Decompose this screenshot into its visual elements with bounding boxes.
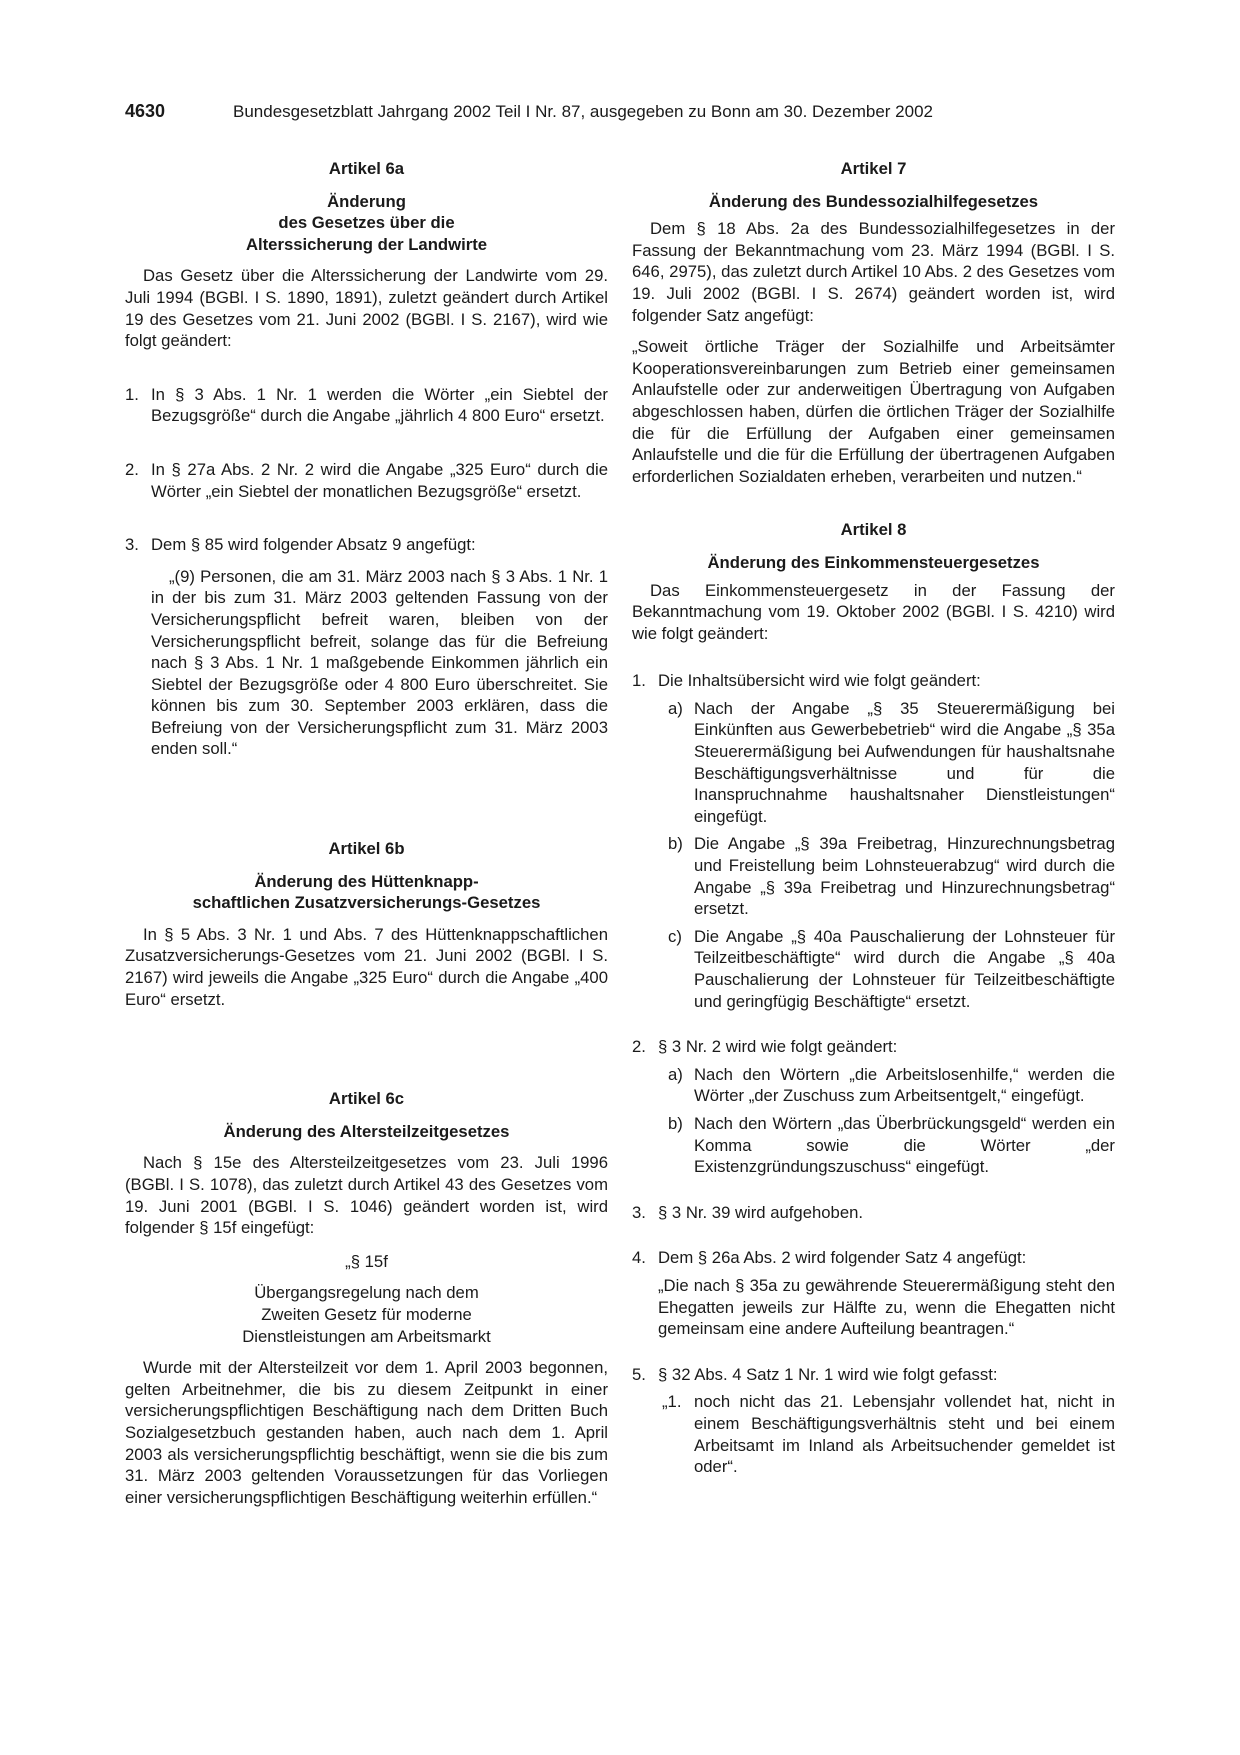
left-column — [125, 158, 608, 1508]
item-number: 2. — [632, 1037, 646, 1057]
section-number: „§ 15f — [345, 1251, 388, 1271]
sub-item-text: Die Angabe „§ 39a Freibetrag, Hinzurechnungsbetrag und Freistellung beim Lohnsteuerabzug“ wird durch die Angabe „§ 39a Freibetrag und Hinzurechnungsbetrag“ ersetzt. — [694, 834, 1115, 919]
quoted-paragraph: „Die nach § 35a zu gewährende Steuerermäßigung steht den Ehegatten jeweils zur Hälfte zu, wenn die Ehegatten nicht gemeinsam eine andere Aufteilung beantragen.“ — [658, 1275, 1115, 1339]
subheading-line: Änderung des Hüttenknapp- — [254, 871, 479, 891]
sub-item-text: Nach den Wörtern „das Überbrückungsgeld“ werden ein Komma sowie die Wörter „der Existenzgründungszuschuss“ eingefügt. — [694, 1113, 1115, 1177]
item-text: § 3 Nr. 2 wird wie folgt geändert: — [658, 1037, 898, 1057]
item-number: 3. — [125, 535, 139, 555]
paragraph: Das Gesetz über die Alterssicherung der Landwirte vom 29. Juli 1994 (BGBl. I S. 1890, 1891), zuletzt geändert durch Artikel 19 des Gesetzes vom 21. Juni 2002 (BGBl. I S. 2167), wird wie folgt geändert: — [125, 266, 608, 351]
item-number: 1. — [125, 384, 139, 404]
right-column — [632, 158, 1115, 1478]
article-heading: Artikel 6b — [328, 839, 405, 859]
gazette-title: Bundesgesetzblatt Jahrgang 2002 Teil I Nr. 87, ausgegeben zu Bonn am 30. Dezember 2002 — [233, 102, 933, 121]
sub-item-number: „1. — [662, 1392, 682, 1412]
item-text: Die Inhaltsübersicht wird wie folgt geändert: — [658, 671, 981, 691]
article-subheading — [125, 871, 608, 914]
item-number: 4. — [632, 1248, 646, 1268]
list-item — [125, 384, 608, 427]
sub-item-letter: a) — [668, 698, 683, 718]
list-item — [125, 534, 608, 556]
page-header — [125, 100, 1115, 123]
subheading-line: schaftlichen Zusatzversicherungs-Gesetzes — [192, 893, 541, 913]
sub-item-text: noch nicht das 21. Lebensjahr vollendet hat, nicht in einem Beschäftigungsverhältnis steht und bei einem Arbeitsamt im Inland als Arbeitsuchender gemeldet ist oder“. — [694, 1392, 1115, 1477]
article-subheading: Änderung des Einkommensteuergesetzes — [707, 552, 1040, 572]
sub-list-item — [632, 1113, 1115, 1178]
article-subheading: Änderung des Bundessozialhilfegesetzes — [708, 191, 1039, 211]
paragraph: In § 5 Abs. 3 Nr. 1 und Abs. 7 des Hüttenknappschaftlichen Zusatzversicherungs-Gesetzes vom 21. Juni 2002 (BGBl. I S. 2167) wird jeweils die Angabe „325 Euro“ durch die Angabe „400 Euro“ ersetzt. — [125, 924, 608, 1009]
subheading-line: Änderung — [327, 191, 406, 211]
subheading-line: Alterssicherung der Landwirte — [245, 234, 488, 254]
sub-item-letter: a) — [668, 1064, 683, 1084]
article-heading: Artikel 6c — [328, 1089, 405, 1109]
article-heading: Artikel 6a — [328, 159, 405, 178]
item-text: § 32 Abs. 4 Satz 1 Nr. 1 wird wie folgt gefasst: — [658, 1364, 998, 1384]
section-title-line: Übergangsregelung nach dem — [254, 1283, 479, 1303]
sub-list-item — [632, 1064, 1115, 1107]
paragraph: Nach § 15e des Altersteilzeitgesetzes vom 23. Juli 1996 (BGBl. I S. 1078), das zuletzt durch Artikel 43 des Gesetzes vom 19. Juni 2001 (BGBl. I S. 1046) geändert worden ist, wird folgender § 15f eingefügt: — [125, 1153, 608, 1238]
subheading-line: des Gesetzes über die — [278, 213, 455, 233]
list-item — [632, 670, 1115, 692]
item-number: 1. — [632, 671, 646, 691]
section-title — [125, 1282, 608, 1347]
sub-list-item — [632, 698, 1115, 828]
sub-list-item — [632, 926, 1115, 1012]
article-subheading: Änderung des Altersteilzeitgesetzes — [223, 1121, 510, 1141]
section-title-line: Zweiten Gesetz für moderne — [261, 1304, 472, 1324]
list-item — [125, 459, 608, 502]
sub-item-letter: b) — [668, 1113, 683, 1133]
sub-item-letter: c) — [668, 926, 682, 946]
section-title-line: Dienstleistungen am Arbeitsmarkt — [242, 1326, 491, 1346]
item-number: 3. — [632, 1202, 646, 1222]
sub-item-text: Nach der Angabe „§ 35 Steuerermäßigung bei Einkünften aus Gewerbebetrieb“ wird die Angabe „§ 35a Steuerermäßigung bei Aufwendungen für haushaltsnahe Beschäftigungsverhältnisse und für die Inanspruchnahme haushaltsnaher Dienstleistungen“ eingefügt. — [694, 698, 1115, 826]
article-subheading — [125, 191, 608, 256]
article-heading: Artikel 8 — [840, 520, 907, 540]
item-text: § 3 Nr. 39 wird aufgehoben. — [658, 1202, 864, 1222]
item-text: In § 27a Abs. 2 Nr. 2 wird die Angabe „325 Euro“ durch die Wörter „ein Siebtel der monatlichen Bezugsgröße“ ersetzt. — [151, 459, 608, 501]
item-text: Dem § 85 wird folgender Absatz 9 angefügt: — [151, 535, 476, 555]
list-item — [632, 1202, 1115, 1224]
sub-item-text: Die Angabe „§ 40a Pauschalierung der Lohnsteuer für Teilzeitbeschäftigte“ wird durch die Angabe „§ 40a Pauschalierung der Lohnsteuer für Teilzeitbeschäftigte und geringfügig Beschäftigte“ ersetzt. — [694, 926, 1115, 1011]
paragraph: Das Einkommensteuergesetz in der Fassung der Bekanntmachung vom 19. Oktober 2002 (BGBl. I S. 4210) wird wie folgt geändert: — [632, 580, 1115, 643]
sub-list-item — [632, 833, 1115, 919]
paragraph: Wurde mit der Altersteilzeit vor dem 1. April 2003 begonnen, gelten Arbeitnehmer, die bis zu diesem Zeitpunkt in einer versicherungspflichtigen Beschäftigung nach dem Dritten Buch Sozialgesetzbuch gestanden haben, auch nach dem 1. April 2003 als versicherungspflichtig beschäftigt, wenn sie die bis zum 31. März 2003 geltenden Voraussetzungen für das Vorliegen einer versicherungspflichtigen Beschäftigung weiterhin erfüllen.“ — [125, 1358, 608, 1507]
list-item — [632, 1364, 1115, 1386]
sub-list-item — [632, 1391, 1115, 1477]
article-heading: Artikel 7 — [840, 159, 907, 178]
quoted-paragraph: „Soweit örtliche Träger der Sozialhilfe und Arbeitsämter Kooperationsvereinbarungen zum Betrieb einer gemeinsamen Anlaufstelle oder zur anderweitigen Übertragung von Aufgaben abgeschlossen haben, dürfen die örtlichen Träger der Sozialhilfe die für die Erfüllung der Aufgaben einer gemeinsamen Anlaufstelle und die für die Erfüllung der übertragenen Aufgaben erforderlichen Sozialdaten erheben, verarbeiten und nutzen.“ — [632, 337, 1115, 486]
page-number: 4630 — [125, 101, 166, 121]
sub-item-text: Nach den Wörtern „die Arbeitslosenhilfe,“ werden die Wörter „der Zuschuss zum Arbeitsentgelt,“ eingefügt. — [694, 1064, 1115, 1106]
sub-item-letter: b) — [668, 834, 683, 854]
quoted-paragraph: „(9) Personen, die am 31. März 2003 nach § 3 Abs. 1 Nr. 1 in der bis zum 31. März 2003 geltenden Fassung von der Versicherungspflicht befreit waren, bleiben von der Versicherungspflicht befreit, solange das für die Befreiung nach § 3 Abs. 1 Nr. 1 maßgebende Einkommen jährlich ein Siebtel der Bezugsgröße oder 4 800 Euro überschreitet. Sie können bis zum 30. September 2003 erklären, dass die Befreiung von der Versicherungspflicht zum 31. März 2003 enden soll.“ — [151, 566, 608, 759]
item-number: 2. — [125, 459, 139, 479]
paragraph: Dem § 18 Abs. 2a des Bundessozialhilfegesetzes in der Fassung der Bekanntmachung vom 23. März 1994 (BGBl. I S. 646, 2975), das zuletzt durch Artikel 10 Abs. 2 des Gesetzes vom 19. Juli 2002 (BGBl. I S. 2674) geändert worden ist, wird folgender Satz angefügt: — [632, 219, 1115, 325]
list-item — [632, 1247, 1115, 1269]
item-number: 5. — [632, 1364, 646, 1384]
list-item — [632, 1036, 1115, 1058]
item-text: Dem § 26a Abs. 2 wird folgender Satz 4 angefügt: — [658, 1248, 1027, 1268]
item-text: In § 3 Abs. 1 Nr. 1 werden die Wörter „ein Siebtel der Bezugsgröße“ durch die Angabe „jährlich 4 800 Euro“ ersetzt. — [151, 384, 608, 426]
